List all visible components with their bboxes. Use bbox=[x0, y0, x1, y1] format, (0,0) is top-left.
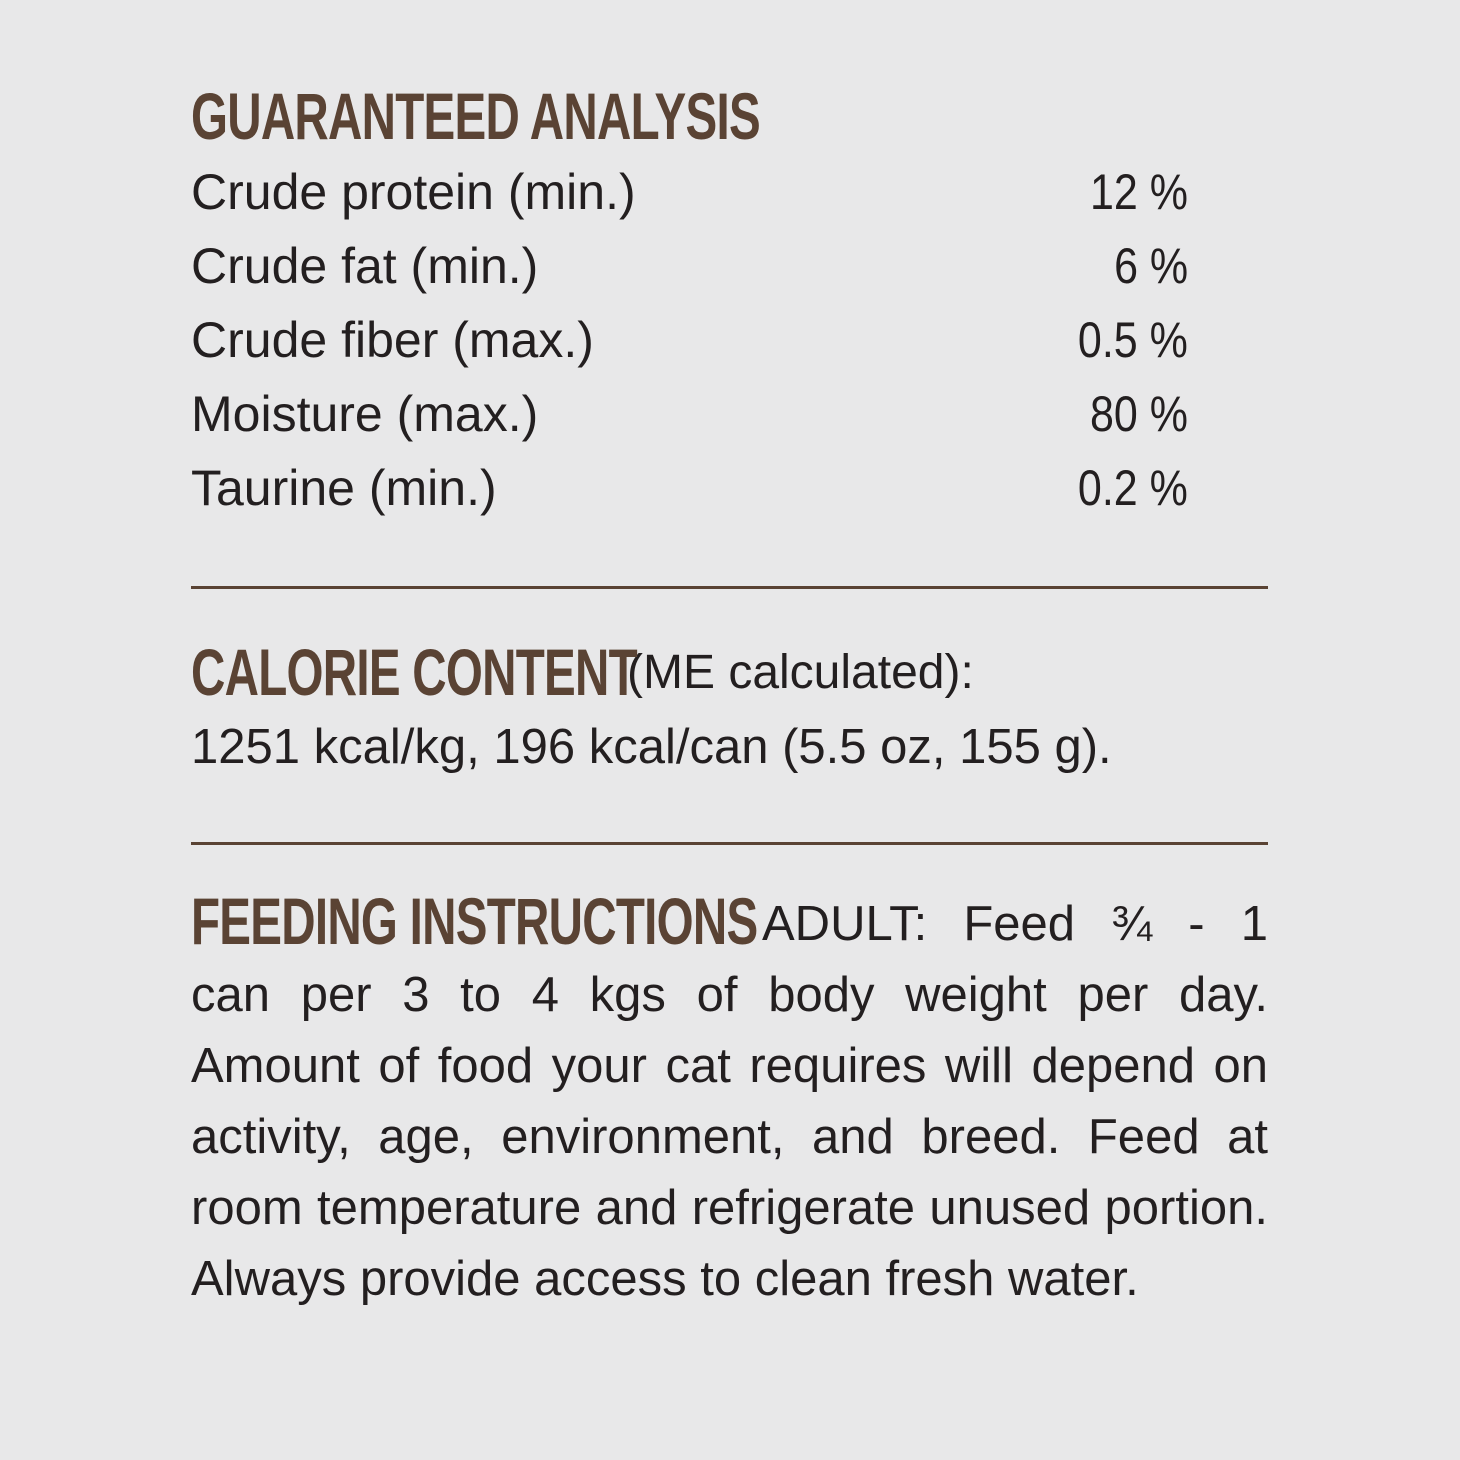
feeding-instructions-first-line: ADULT: Feed ¾ - 1 bbox=[762, 896, 1268, 951]
calorie-content-section bbox=[191, 634, 1268, 784]
feeding-instructions-heading-wrap bbox=[191, 885, 756, 964]
analysis-value: 0.5 % bbox=[1078, 312, 1188, 368]
calorie-content-heading: CALORIE CONTENT bbox=[191, 635, 637, 709]
analysis-list bbox=[191, 155, 1268, 525]
calorie-content-heading-wrap bbox=[191, 634, 637, 710]
feeding-instructions-body: can per 3 to 4 kgs of body weight per day. Amount of food your cat requires will depend on activity, age, environment, and breed. Feed at room temperature and refrigerate unused portion. Always provide access to clean fresh water. bbox=[191, 968, 1268, 1306]
analysis-label: Crude fat (min.) bbox=[191, 238, 539, 294]
analysis-label: Crude protein (min.) bbox=[191, 164, 636, 220]
guaranteed-analysis-section bbox=[191, 78, 1268, 525]
analysis-row bbox=[191, 377, 1188, 451]
guaranteed-analysis-heading-row bbox=[191, 78, 1268, 154]
analysis-label: Crude fiber (max.) bbox=[191, 312, 594, 368]
section-divider bbox=[191, 842, 1268, 845]
analysis-row bbox=[191, 451, 1188, 525]
section-divider bbox=[191, 586, 1268, 589]
feeding-instructions-heading: FEEDING INSTRUCTIONS bbox=[191, 883, 758, 958]
feeding-instructions-heading-row bbox=[191, 883, 1268, 960]
guaranteed-analysis-heading: GUARANTEED ANALYSIS bbox=[191, 79, 760, 153]
analysis-row bbox=[191, 303, 1188, 377]
analysis-value: 6 % bbox=[1113, 238, 1188, 294]
analysis-row bbox=[191, 229, 1188, 303]
analysis-label: Taurine (min.) bbox=[191, 460, 497, 516]
calorie-content-suffix: (ME calculated): bbox=[627, 645, 974, 699]
feeding-instructions-section bbox=[191, 883, 1268, 1315]
analysis-value: 12 % bbox=[1089, 164, 1188, 220]
calorie-content-text: 1251 kcal/kg, 196 kcal/can (5.5 oz, 155 g). bbox=[191, 720, 1112, 774]
analysis-value: 0.2 % bbox=[1078, 460, 1188, 516]
analysis-row bbox=[191, 155, 1188, 229]
analysis-label: Moisture (max.) bbox=[191, 386, 539, 442]
analysis-value: 80 % bbox=[1089, 386, 1188, 442]
calorie-content-heading-row bbox=[191, 634, 1268, 710]
